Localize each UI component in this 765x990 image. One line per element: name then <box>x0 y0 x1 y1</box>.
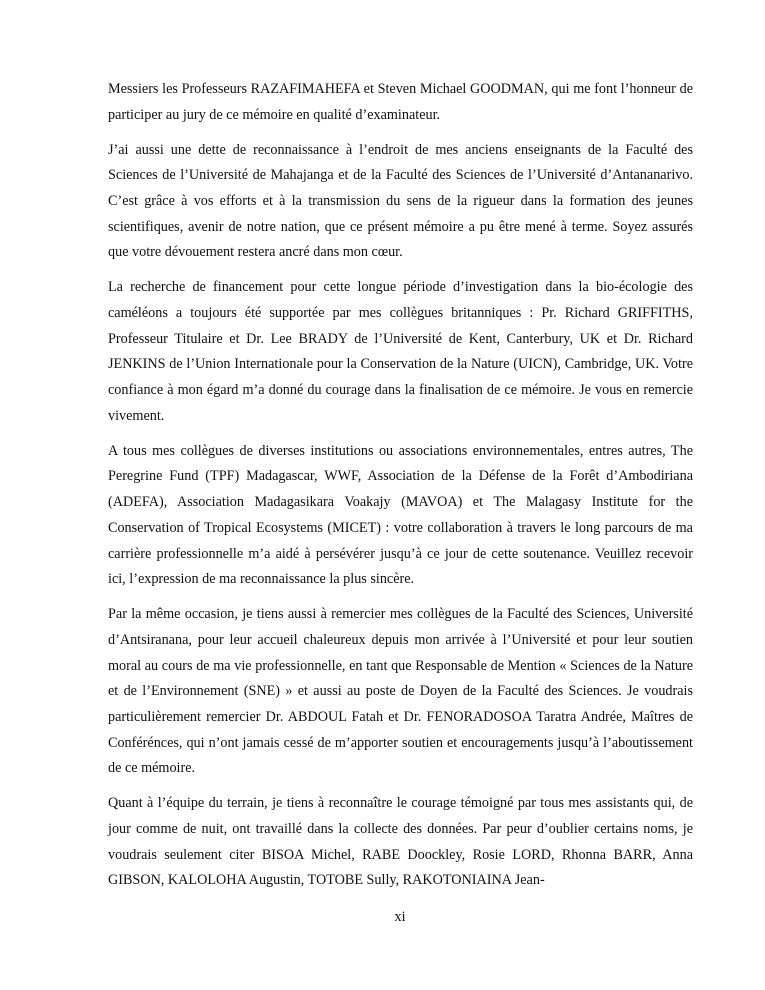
paragraph-environmental-institutions: A tous mes collègues de diverses institutions ou associations environnementales, entres autres, The Peregrine Fund (TPF) Madagascar, WWF, Association de la Défense de la Forêt d’Ambodiriana (ADEFA), Association Madagasikara Voakajy (MAVOA) et The Malagasy Institute for the Conservation of Tropical Ecosystems (MICET) : votre collaboration à travers le long parcours de ma carrière professionnelle m’a aidé à persévérer jusqu’à ce jour de cette soutenance. Veuillez recevoir ici, l’expression de ma reconnaissance la plus sincère. <box>108 442 693 588</box>
paragraph-faculty-colleagues: Par la même occasion, je tiens aussi à remercier mes collègues de la Faculté des Sciences, Université d’Antsiranana, pour leur accueil chaleureux depuis mon arrivée à l’Université et pour leur soutien moral au cours de ma vie professionnelle, en tant que Responsable de Mention « Sciences de la Nature et de l’Environnement (SNE) » et aussi au poste de Doyen de la Faculté des Sciences. Je voudrais particulièrement remercier Dr. ABDOUL Fatah et Dr. FENORADOSOA Taratra Andrée, Maîtres de Conférénces, qui n’ont jamais cessé de m’apporter soutien et encouragements jusqu’à l’aboutissement de ce mémoire. <box>108 606 693 777</box>
paragraph-former-teachers: J’ai aussi une dette de reconnaissance à l’endroit de mes anciens enseignants de la Faculté des Sciences de l’Université de Mahajanga et de la Faculté des Sciences de l’Université d’Antananarivo. C’est grâce à vos efforts et à la transmission du sens de la rigueur dans la formation des jeunes scientifiques, avenir de notre nation, que ce présent mémoire a pu être mené à terme. Soyez assurés que votre dévouement restera ancré dans mon cœur. <box>108 141 693 261</box>
paragraph-field-team: Quant à l’équipe du terrain, je tiens à reconnaître le courage témoigné par tous mes assistants qui, de jour comme de nuit, ont travaillé dans la collecte des données. Par peur d’oublier certains noms, je voudrais seulement citer BISOA Michel, RABE Doockley, Rosie LORD, Rhonna BARR, Anna GIBSON, KALOLOHA Augustin, TOTOBE Sully, RAKOTONIAINA Jean- <box>108 795 693 889</box>
paragraph-jury-examiners: Messiers les Professeurs RAZAFIMAHEFA et Steven Michael GOODMAN, qui me font l’honneur de participer au jury de ce mémoire en qualité d’examinateur. <box>108 81 693 123</box>
acknowledgements-body <box>108 77 693 894</box>
page-number: xi <box>394 909 406 925</box>
paragraph-funding-colleagues: La recherche de financement pour cette longue période d’investigation dans la bio-écologie des caméléons a toujours été supportée par mes collègues britanniques : Pr. Richard GRIFFITHS, Professeur Titulaire et Dr. Lee BRADY de l’Université de Kent, Canterbury, UK et Dr. Richard JENKINS de l’Union Internationale pour la Conservation de la Nature (UICN), Cambridge, UK. Votre confiance à mon égard m’a donné du courage dans la finalisation de ce mémoire. Je vous en remercie vivement. <box>108 279 693 424</box>
